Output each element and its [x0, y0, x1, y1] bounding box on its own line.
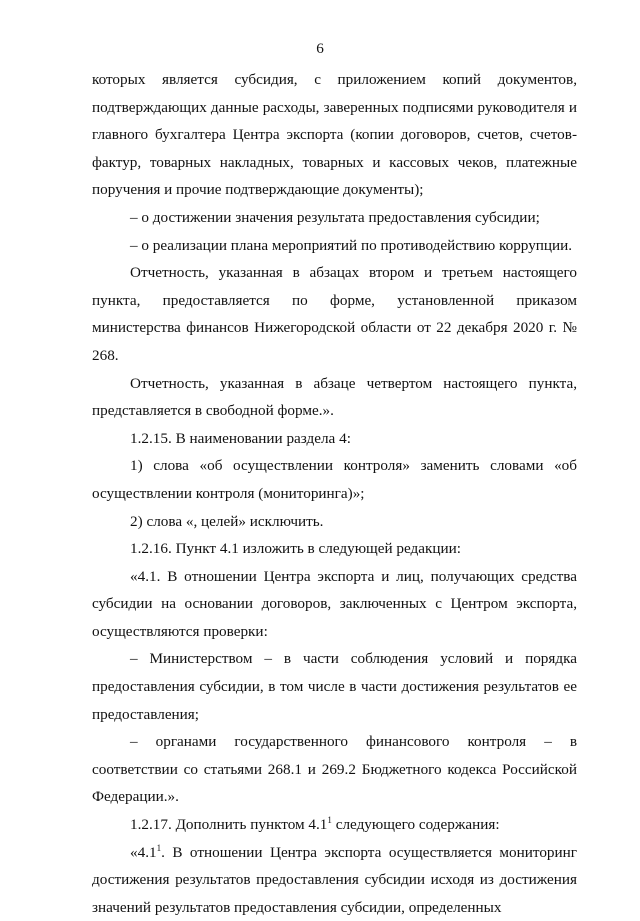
document-body — [92, 66, 577, 921]
point-4-1-1-end: . В отношении Центра экспорта осуществляется мониторинг достижения результатов предоставления субсидии исходя из достижения значений результатов предоставления субсидии, определенных — [92, 843, 577, 916]
superscript-number: 1 — [327, 815, 332, 826]
paragraph-point-4-1-1-text — [92, 839, 577, 921]
paragraph-free-form: Отчетность, указанная в абзаце четвертом настоящего пункта, представляется в свободной форме.». — [92, 374, 577, 420]
paragraph-reporting-documents: которых является субсидия, с приложением копий документов, подтверждающих данные расходы, заверенных подписями руководителя и главного бухгалтера Центра экспорта (копии договоров, счетов, счетов-фактур, товарных накладных, товарных и кассовых чеков, платежные поручения и прочие подтверждающие документы); — [92, 71, 577, 199]
paragraph-ministry-checks: – Министерством – в части соблюдения условий и порядка предоставления субсидии, в том числе в части достижения результатов ее предоставления; — [92, 650, 577, 723]
paragraph-section-4-title: 1.2.15. В наименовании раздела 4: — [130, 429, 351, 447]
add-point-text-start: 1.2.17. Дополнить пунктом 4.1 — [130, 816, 328, 834]
paragraph-add-point-4-1-1 — [92, 811, 577, 839]
paragraph-words-replace: 1) слова «об осуществлении контроля» заменить словами «об осуществлении контроля (мониторинга)»; — [92, 457, 577, 502]
paragraph-result-achievement: – о достижении значения результата предоставления субсидии; — [130, 208, 540, 226]
paragraph-words-exclude: 2) слова «, целей» исключить. — [130, 512, 324, 530]
paragraph-financial-control: – органами государственного финансового контроля – в соответствии со статьями 268.1 и 269.2 Бюджетного кодекса Российской Федерации.». — [92, 733, 577, 806]
page-number: 6 — [316, 40, 324, 57]
superscript-number: 1 — [156, 842, 162, 853]
paragraph-point-4-1-edit: 1.2.16. Пункт 4.1 изложить в следующей редакции: — [130, 540, 461, 558]
add-point-text-end: следующего содержания: — [331, 816, 500, 834]
paragraph-anticorruption-plan: – о реализации плана мероприятий по противодействию коррупции. — [130, 236, 573, 254]
paragraph-reporting-form: Отчетность, указанная в абзацах втором и третьем настоящего пункта, предоставляется по форме, установленной приказом министерства финансов Нижегородской области от 22 декабря 2020 г. № 268. — [92, 264, 577, 364]
paragraph-point-4-1-text: «4.1. В отношении Центра экспорта и лиц, получающих средства субсидии на основании договоров, заключенных с Центром экспорта, осуществляются проверки: — [92, 567, 577, 640]
point-4-1-1-start: «4.1 — [130, 843, 157, 861]
